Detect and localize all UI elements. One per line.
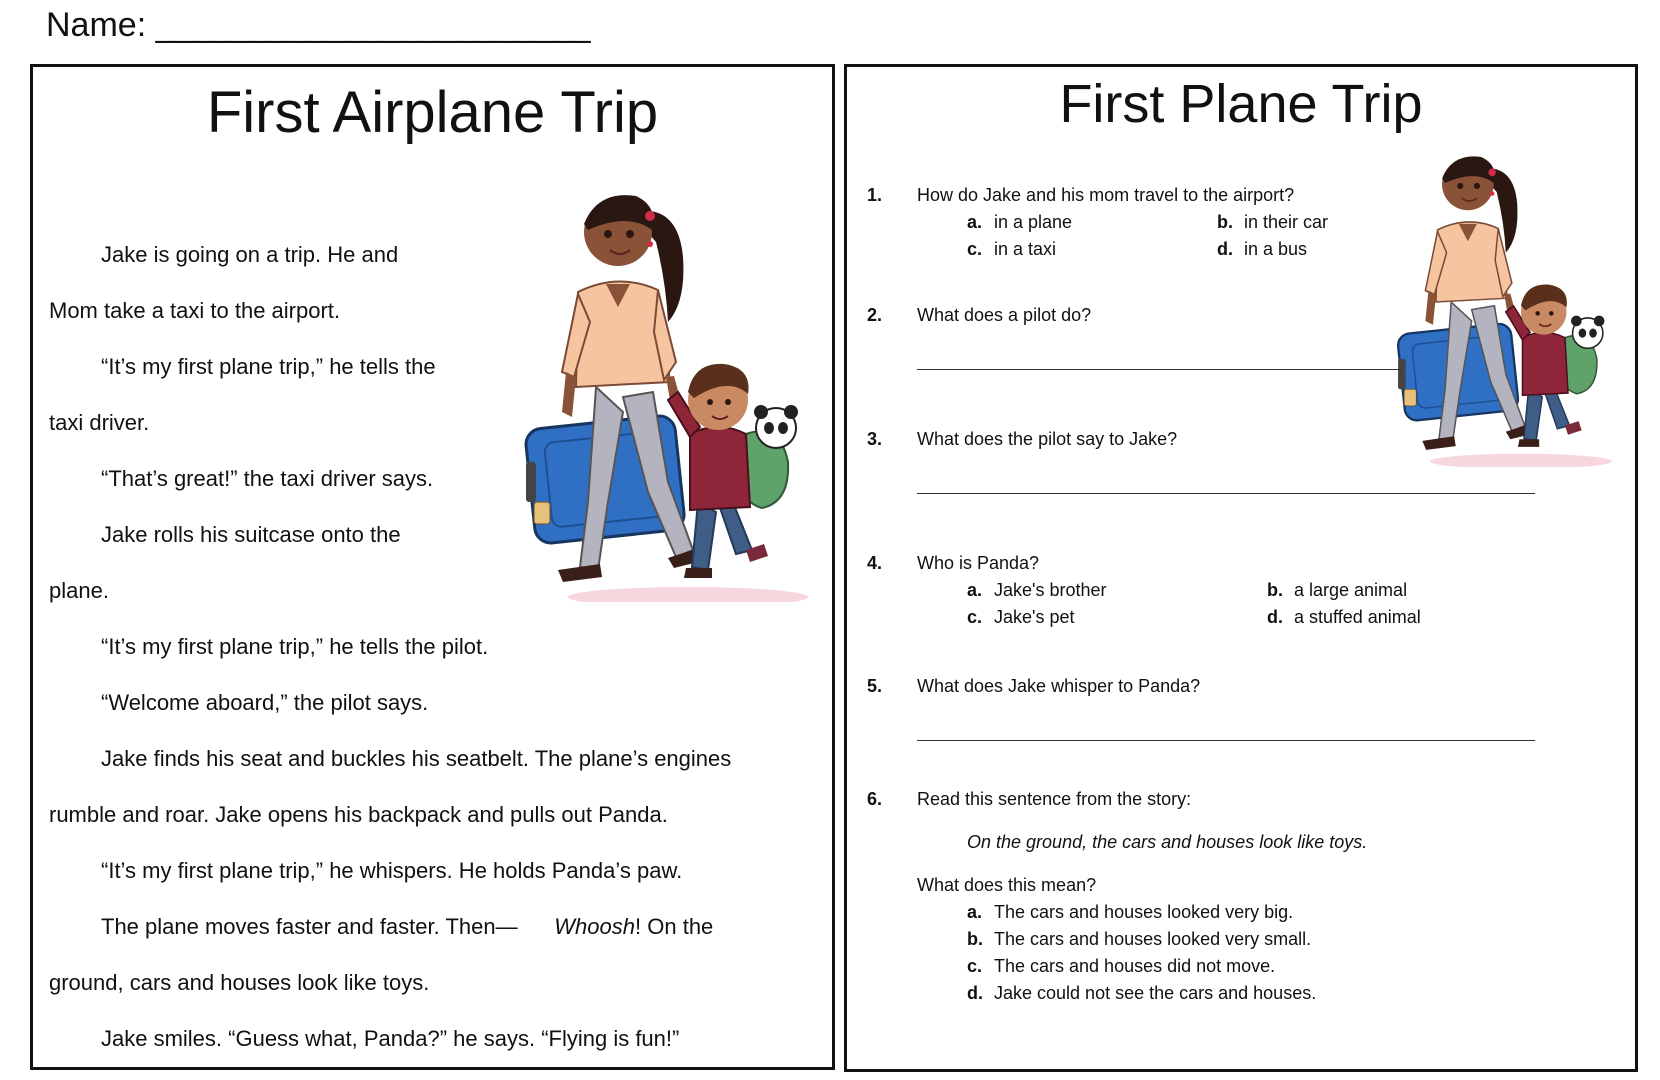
option-letter: c. [967,239,983,259]
option-text: in a bus [1244,239,1308,259]
story-text [49,227,809,1067]
story-line: rumble and roar. Jake opens his backpack and pulls out Panda. [49,802,668,827]
option-text: in a plane [994,212,1073,232]
story-line: Jake rolls his suitcase onto the [101,522,401,547]
option-a[interactable] [967,902,1293,923]
option-letter: b. [967,929,983,949]
quiz-panel [844,64,1638,1072]
option-text: The cars and houses looked very big. [994,902,1294,922]
option-d[interactable] [1267,607,1421,628]
story-panel [30,64,835,1070]
option-text: in a taxi [994,239,1057,259]
story-line: Jake smiles. “Guess what, Panda?” he says. “Flying is fun!” [101,1026,680,1051]
answer-line[interactable] [917,493,1535,494]
option-c[interactable] [967,956,1275,977]
story-line: “That’s great!” the taxi driver says. [101,466,434,491]
option-b[interactable] [1267,580,1407,601]
question-text: What does a pilot do? [917,305,1092,325]
option-a[interactable] [967,580,1107,601]
name-line: Name: _______________________ [46,6,591,44]
followup-question: What does this mean? [917,875,1097,895]
quiz-title: First Plane Trip [1059,74,1423,134]
story-line: Mom take a taxi to the airport. [49,298,341,323]
question-text: What does Jake whisper to Panda? [917,676,1201,696]
option-letter: b. [1217,212,1233,232]
option-b[interactable] [967,929,1311,950]
option-text: in their car [1244,212,1329,232]
option-b[interactable] [1217,212,1328,233]
question-text: What does the pilot say to Jake? [917,429,1178,449]
option-d[interactable] [1217,239,1307,260]
story-line: “It’s my first plane trip,” he tells the pilot. [101,634,489,659]
option-c[interactable] [967,607,1074,628]
option-text: Jake's brother [994,580,1107,600]
option-text: a large animal [1294,580,1408,600]
option-text: The cars and houses looked very small. [994,929,1312,949]
option-text: a stuffed animal [1294,607,1421,627]
story-line: “Welcome aboard,” the pilot says. [101,690,429,715]
option-letter: a. [967,902,983,922]
option-text: Jake's pet [994,607,1075,627]
question-text: Who is Panda? [917,553,1040,573]
story-line: Jake is going on a trip. He and [101,242,399,267]
story-line: “It’s my first plane trip,” he whispers. He holds Panda’s paw. [101,858,683,883]
question-text: How do Jake and his mom travel to the airport? [917,185,1295,205]
option-c[interactable] [967,239,1056,260]
option-letter: a. [967,212,983,232]
question-number: 3. [867,429,883,449]
story-line: ground, cars and houses look like toys. [49,970,430,995]
story-title: First Airplane Trip [206,80,659,145]
story-line: “It’s my first plane trip,” he tells the [101,354,436,379]
story-line-text: The plane moves faster and faster. Then— [101,914,518,939]
mother-and-son-illustration-small [1392,137,1612,467]
story-line: plane. [49,578,109,603]
question-number: 1. [867,185,883,205]
option-text: The cars and houses did not move. [994,956,1276,976]
question-number: 2. [867,305,883,325]
option-letter: d. [1267,607,1283,627]
option-d[interactable] [967,983,1316,1004]
story-quote: On the ground, the cars and houses look like toys. [967,832,1368,852]
question-number: 4. [867,553,883,573]
option-letter: c. [967,956,983,976]
story-line: Jake finds his seat and buckles his seatbelt. The plane’s engines [101,746,732,771]
answer-line[interactable] [917,369,1402,370]
option-a[interactable] [967,212,1072,233]
question-text: Read this sentence from the story: [917,789,1192,809]
option-letter: c. [967,607,983,627]
story-line-whoosh [49,899,809,955]
question-number: 6. [867,789,883,809]
option-text: Jake could not see the cars and houses. [994,983,1317,1003]
story-line: taxi driver. [49,410,150,435]
answer-line[interactable] [917,740,1535,741]
question-number: 5. [867,676,883,696]
option-letter: d. [1217,239,1233,259]
option-letter: b. [1267,580,1283,600]
whoosh-after: ! On the [635,914,714,939]
option-letter: a. [967,580,983,600]
option-letter: d. [967,983,983,1003]
whoosh-word: Whoosh [554,914,636,939]
